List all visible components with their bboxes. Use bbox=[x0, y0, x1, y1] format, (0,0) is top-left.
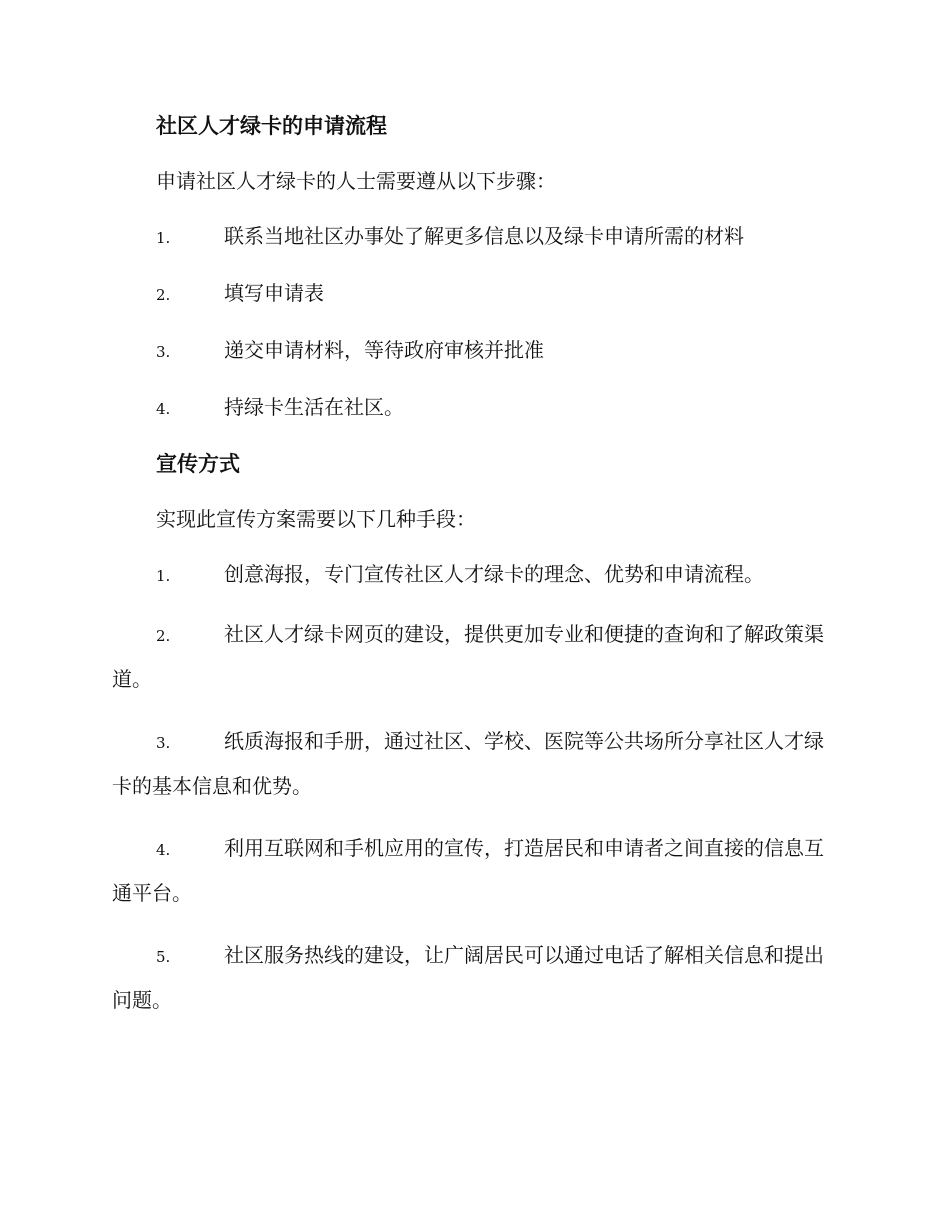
list-item bbox=[112, 827, 840, 915]
section-heading-promotion-methods: 宣传方式 bbox=[156, 451, 240, 476]
promotion-methods-list bbox=[112, 556, 840, 1022]
list-number: 2. bbox=[156, 286, 171, 304]
list-item bbox=[112, 556, 840, 594]
list-item-text: 持绿卡生活在社区。 bbox=[224, 395, 404, 419]
section-heading-application-process: 社区人才绿卡的申请流程 bbox=[156, 113, 387, 138]
list-number: 4. bbox=[156, 841, 171, 859]
list-item bbox=[112, 720, 840, 808]
document-content bbox=[112, 108, 840, 1041]
application-steps-list bbox=[112, 218, 840, 427]
list-item-text: 纸质海报和手册，通过社区、学校、医院等公共场所分享社区人才绿卡的基本信息和优势。 bbox=[112, 729, 824, 798]
list-number: 1. bbox=[156, 229, 171, 247]
list-number: 1. bbox=[156, 567, 171, 585]
list-item-text: 填写申请表 bbox=[224, 281, 324, 305]
list-number: 3. bbox=[156, 343, 171, 361]
list-item bbox=[112, 934, 840, 1022]
section-intro-application: 申请社区人才绿卡的人士需要遵从以下步骤： bbox=[156, 169, 556, 193]
list-item-text: 利用互联网和手机应用的宣传，打造居民和申请者之间直接的信息互通平台。 bbox=[112, 836, 824, 905]
list-item bbox=[112, 389, 840, 427]
list-number: 4. bbox=[156, 400, 171, 418]
list-item bbox=[112, 613, 840, 701]
list-item bbox=[112, 275, 840, 313]
list-item-text: 联系当地社区办事处了解更多信息以及绿卡申请所需的材料 bbox=[224, 224, 744, 248]
section-intro-promotion: 实现此宣传方案需要以下几种手段： bbox=[156, 507, 476, 531]
list-item bbox=[112, 332, 840, 370]
list-item-text: 递交申请材料，等待政府审核并批准 bbox=[224, 338, 544, 362]
list-number: 3. bbox=[156, 734, 171, 752]
list-item-text: 社区服务热线的建设，让广阔居民可以通过电话了解相关信息和提出问题。 bbox=[112, 943, 824, 1012]
list-number: 5. bbox=[156, 948, 171, 966]
list-item bbox=[112, 218, 840, 256]
list-number: 2. bbox=[156, 627, 171, 645]
list-item-text: 社区人才绿卡网页的建设，提供更加专业和便捷的查询和了解政策渠道。 bbox=[112, 622, 824, 691]
list-item-text: 创意海报，专门宣传社区人才绿卡的理念、优势和申请流程。 bbox=[224, 562, 764, 586]
